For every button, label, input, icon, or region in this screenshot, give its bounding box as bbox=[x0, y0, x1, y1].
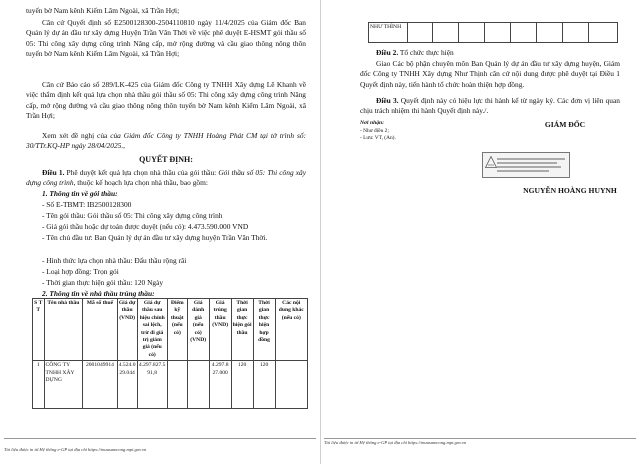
package-price: - Giá gói thầu hoặc dự toán được duyệt (nếu có): 4.473.590.000 VND bbox=[42, 222, 249, 231]
table-cell: 120 bbox=[231, 361, 253, 409]
table-continuation bbox=[368, 22, 618, 43]
table-header: Giá dự thầu sau hiệu chỉnh sai lệch, trừ đi giá trị giảm giá (nếu có) bbox=[137, 299, 167, 361]
left-footer: Tài liệu được in từ Hệ thống e-GP tại địa chỉ https://muasamcong.mpi.gov.vn bbox=[4, 447, 147, 452]
signature-logo-icon bbox=[485, 156, 497, 168]
footer-rule bbox=[4, 438, 316, 439]
table-cell bbox=[485, 23, 511, 43]
director-title: GIÁM ĐỐC bbox=[544, 120, 586, 129]
table-cell: 4.524.029.044 bbox=[117, 361, 137, 409]
table-header: Điểm kỹ thuật (nếu có) bbox=[167, 299, 187, 361]
table-cell: 1 bbox=[33, 361, 45, 409]
paragraph-intro-tail: tuyến bờ Nam kênh Kiểm Lâm Ngoài, xã Trần Hợi; bbox=[26, 6, 180, 15]
winner-table bbox=[32, 298, 308, 409]
package-name: - Tên gói thầu: Gói thầu số 05: Thi công xây dựng công trình bbox=[42, 211, 223, 220]
table-header: Giá đánh giá (nếu có) (VND) bbox=[187, 299, 209, 361]
signer-name: NGUYỄN HOÀNG HUYNH bbox=[523, 186, 617, 195]
table-header: Thời gian thực hiện gói thầu bbox=[231, 299, 253, 361]
table-cell bbox=[433, 23, 459, 43]
section-package-info: 1. Thông tin về gói thầu: bbox=[42, 189, 118, 198]
right-page bbox=[320, 0, 640, 464]
table-cell: NHƯ THÌNH bbox=[369, 23, 408, 43]
recipient-item: - Như điều 2; bbox=[360, 128, 389, 134]
table-header: Các nội dung khác (nếu có) bbox=[275, 299, 307, 361]
table-header: Thời gian thực hiện hợp đồng bbox=[253, 299, 275, 361]
table-cell bbox=[167, 361, 187, 409]
recipient-item: - Lưu: VT, (An). bbox=[360, 135, 396, 141]
table-cell: 2001049914 bbox=[83, 361, 118, 409]
paragraph-basis-hsmt: Căn cứ Quyết định số E2500128300-2504110810 ngày 11/4/2025 của Giám đốc Ban Quản lý dự án đầu tư xây dựng Huyện Trần Văn Thời về việc phê duyệt E-HSMT gói thầu số 05: Thi công xây dựng công trình Nâng cấp, mở rộng đường và cầu giao thông nông thôn tuyến bờ Nam kênh Kiểm Lâm Ngoài, xã Trần Hợi; bbox=[26, 18, 306, 59]
article-3: Điều 3. Quyết định này có hiệu lực thi hành kể từ ngày ký. Các đơn vị liên quan chịu trách nhiệm thi hành Quyết định này./. bbox=[360, 96, 620, 116]
article-1: Điều 1. Phê duyệt kết quả lựa chọn nhà thầu của gói thầu: Gói thầu số 05: Thi công xây dựng công trình, thuộc kế hoạch lựa chọn nhà thầu, bao gồm: bbox=[26, 168, 306, 188]
tbmt-number: - Số E-TBMT: IB2500128300 bbox=[42, 200, 132, 209]
digital-signature-stamp bbox=[482, 152, 570, 178]
investor-name: - Tên chủ đầu tư: Ban Quản lý dự án đầu tư xây dựng huyện Trần Văn Thời. bbox=[42, 233, 268, 242]
article-2-title: Điều 2. Tổ chức thực hiện bbox=[376, 48, 454, 57]
table-row bbox=[369, 23, 618, 43]
table-cell: 4.297.827.000 bbox=[209, 361, 231, 409]
recipients-title: Nơi nhận: bbox=[360, 120, 384, 126]
table-header: Giá trúng thầu (VND) bbox=[209, 299, 231, 361]
table-cell bbox=[562, 23, 588, 43]
table-header: Tên nhà thầu bbox=[44, 299, 83, 361]
table-cell bbox=[275, 361, 307, 409]
package-duration: - Thời gian thực hiện gói thầu: 120 Ngày bbox=[42, 278, 164, 287]
table-cell: CÔNG TY TNHH XÂY DỰNG bbox=[44, 361, 83, 409]
table-cell: 120 bbox=[253, 361, 275, 409]
footer-rule bbox=[324, 438, 636, 439]
table-cell: 4.297.827.591,8 bbox=[137, 361, 167, 409]
table-cell bbox=[510, 23, 536, 43]
table-header: Mã số thuế bbox=[83, 299, 118, 361]
decides-heading: QUYẾT ĐỊNH: bbox=[139, 155, 193, 164]
table-cell bbox=[407, 23, 433, 43]
table-cell bbox=[459, 23, 485, 43]
table-cell bbox=[536, 23, 562, 43]
right-footer: Tài liệu được in từ Hệ thống e-GP tại địa chỉ https://muasamcong.mpi.gov.vn bbox=[324, 440, 467, 445]
paragraph-basis-report: Căn cứ Báo cáo số 289/LK-425 của Giám đốc Công ty TNHH Xây dựng Lê Khanh về việc thẩm định kết quả lựa chọn nhà thầu gói thầu số 05: Thi công xây dựng công trình Nâng cấp, mở rộng đường và cầu giao thông nông thôn tuyến bờ Nam kênh Kiểm Lâm Ngoài, xã Trần Hợi; bbox=[26, 80, 306, 121]
table-cell bbox=[187, 361, 209, 409]
article-2-text: Giao Các bộ phận chuyên môn Ban Quản lý dự án đầu tư xây dựng huyện, Giám đốc Công ty TNHH Xây dựng Như Thịnh căn cứ nội dung được phê duyệt tại Điều 1 Quyết định này, tiến hành tổ chức hoàn thiện hợp đồng. bbox=[360, 59, 620, 89]
table-cell bbox=[588, 23, 617, 43]
table-header: S T T bbox=[33, 299, 45, 361]
table-header: Giá dự thầu (VND) bbox=[117, 299, 137, 361]
section-winner-info: 2. Thông tin về nhà thầu trúng thầu: bbox=[42, 289, 155, 298]
table-header-row bbox=[33, 299, 308, 361]
contract-type: - Loại hợp đồng: Trọn gói bbox=[42, 267, 119, 276]
table-row bbox=[33, 361, 308, 409]
paragraph-consideration: Xem xét đề nghị của của Giám đốc Công ty TNHH Hoàng Phát CM tại tờ trình số: 30/TTr.KQ-HP ngày 28/04/2025., bbox=[26, 131, 306, 151]
selection-method: - Hình thức lựa chọn nhà thầu: Đấu thầu rộng rãi bbox=[42, 256, 187, 265]
